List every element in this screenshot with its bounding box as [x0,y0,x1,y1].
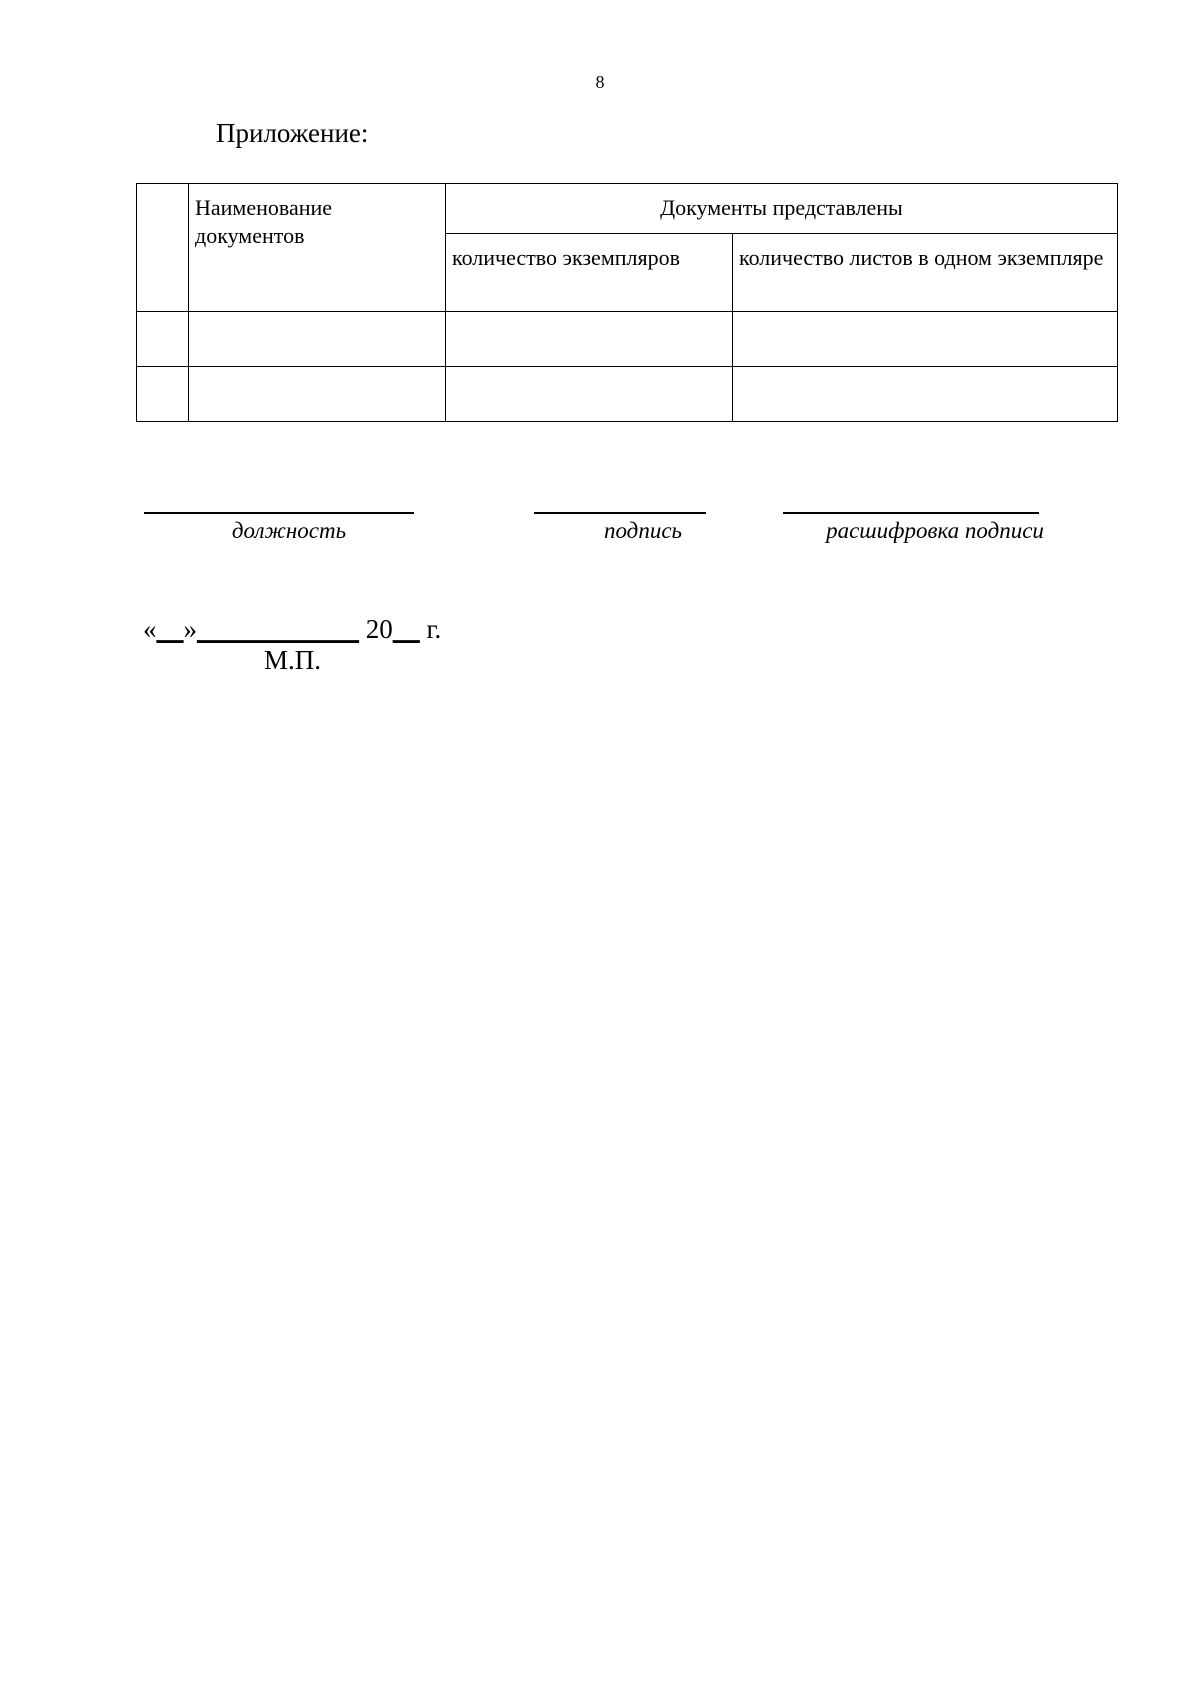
date-month-blank: ____________ [197,614,359,644]
header-copies-count: количество экземпляров [446,234,733,312]
header-sheets-per-copy: количество листов в одном экземпляре [733,234,1118,312]
row-name-cell [189,312,446,367]
date-year-blank: __ [392,614,420,644]
table-row [137,312,1118,367]
date-year-prefix: 20 [359,614,393,644]
table-header-row [137,184,1118,234]
header-number-cell [137,184,189,312]
row-copies-cell [446,312,733,367]
decryption-signature-line [783,512,1039,514]
date-year-suffix: г. [419,614,442,644]
row-sheets-cell [733,367,1118,422]
row-copies-cell [446,367,733,422]
row-sheets-cell [733,312,1118,367]
position-signature-line [144,512,414,514]
header-document-name: Наименование документов [189,184,446,312]
date-open-quote: « [143,614,157,644]
date-day-blank: __ [156,614,184,644]
header-documents-presented: Документы представлены [446,184,1118,234]
appendix-title: Приложение: [216,118,369,148]
date-close-quote: » [183,614,197,644]
page-number: 8 [595,72,605,92]
signature-label: подпись [603,518,682,543]
table-row [137,367,1118,422]
row-number-cell [137,367,189,422]
position-label: должность [231,518,347,543]
row-name-cell [189,367,446,422]
stamp-place-label: М.П. [264,645,322,675]
signature-line [534,512,706,514]
decryption-label: расшифровка подписи [826,518,1044,543]
date-line [143,614,441,645]
documents-table [136,183,1118,422]
row-number-cell [137,312,189,367]
